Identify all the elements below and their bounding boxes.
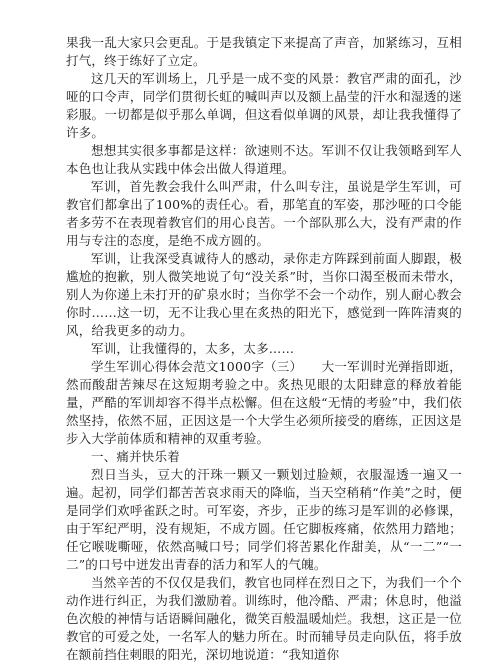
- paragraph-5: 军训，让我深受真诚待人的感动，录你走方阵踩到前面人脚跟，极尴尬的抱歉，别人微笑地说了句“没关系”时，当你口渴至极而未带水，别人为你递上未打开的矿泉水时；当你学不会一个动作，别人耐心教会你时……这一切，无不让我心里在炙热的阳光下，感觉到一阵阵清爽的风，给我更多的动力。: [66, 251, 462, 338]
- section-heading: 一、痛并快乐着: [91, 449, 180, 464]
- paragraph-1: 果我一乱大家只会更乱。于是我镇定下来提高了声音，加紧练习，互相打气，终于练好了立定。: [66, 35, 462, 68]
- paragraph-9: 当然辛苦的不仅仅是我们，教官也同样在烈日之下，为我们一个个动作进行纠正，为我们激励着。训练时，他冷酷、严肃；休息时，他溢色次般的神情与话语瞬间融化，微笑百般温暖灿烂。我想，这正是一位教官的可爱之处，一名军人的魅力所在。时而辅导员走向队伍，将手放在额前挡住刺眼的阳光，深切地说道：“我知道你: [66, 575, 462, 662]
- paragraph-6: 军训，让我懂得的，太多，太多……: [91, 341, 295, 356]
- paragraph-7: 学生军训心得体会范文1000字（三） 大一军训时光弹指即逝，然而酸甜苦辣尽在这短期考验之中。炙热见眼的太阳肆意的释放着能量，严酷的军训却容不得半点松懈。但在这般“无情的考验”中，我们依然坚持，依然不屈，正因这是一个大学生必须所接受的磨练，正因这是步入大学前体质和精神的双重考验。: [66, 359, 462, 446]
- paragraph-4: 军训，首先教会我什么叫严肃，什么叫专注，虽说是学生军训，可教官们都拿出了100%的责任心。看，那笔直的军姿，那沙哑的口令能者多劳不在表现着教官们的用心良苦。一个部队那么大，没有严肃的作用与专注的态度，是绝不成方圆的。: [66, 179, 462, 248]
- paragraph-8: 烈日当头，豆大的汗珠一颗又一颗划过脸颊，衣服湿透一遍又一遍。起初，同学们都苦苦哀求雨天的降临，当天空稍稍“作美”之时，便是同学们欢呼雀跃之时。可军姿，齐步，正步的练习是军训的必修课，由于军纪严明，没有规矩，不成方圆。任它脚板疼痛，依然用力踏地；任它喉咙嘶哑，依然高喊口号；同学们将苦累化作甜美，从“一二”“一二”的口号中迸发出青春的活力和军人的气魄。: [66, 467, 462, 572]
- paragraph-3: 想想其实很多事都是这样：欲速则不达。军训不仅让我领略到军人本色也让我从实践中体会出做人得道理。: [66, 143, 462, 176]
- paragraph-2: 这几天的军训场上，几乎是一成不变的风景：教官严肃的面孔，沙哑的口令声，同学们贯彻长虹的喊叫声以及额上晶莹的汗水和湿透的迷彩服。一切都是似乎那么单调，但这看似单调的风景，却让我我懂得了许多。: [66, 71, 462, 140]
